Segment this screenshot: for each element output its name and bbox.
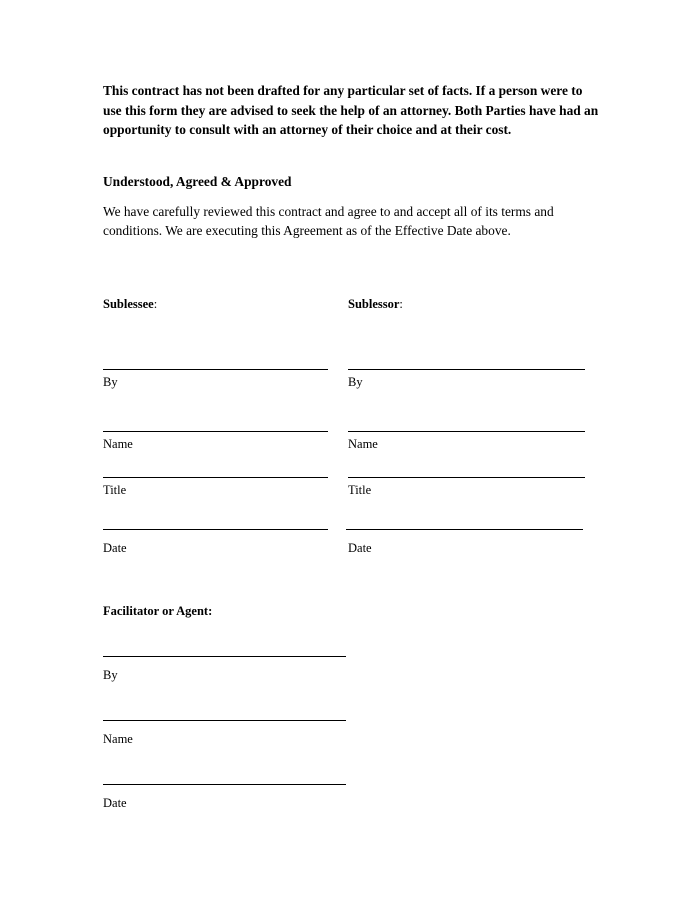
sublessor-name-label: Name <box>348 437 378 451</box>
sublessee-label-text: Sublessee <box>103 297 154 311</box>
facilitator-name-line[interactable] <box>103 720 346 721</box>
sublessee-title-line[interactable] <box>103 477 328 478</box>
approval-heading: Understood, Agreed & Approved <box>103 174 292 189</box>
sublessor-by-line[interactable] <box>348 369 585 370</box>
facilitator-label: Facilitator or Agent: <box>103 604 213 618</box>
facilitator-name-label: Name <box>103 732 133 746</box>
sublessee-name-label: Name <box>103 437 133 451</box>
sublessor-label-colon: : <box>399 297 403 311</box>
sublessee-date-label: Date <box>103 541 127 555</box>
sublessee-date-line[interactable] <box>103 529 328 530</box>
sublessee-title-label: Title <box>103 483 127 497</box>
disclaimer-paragraph: This contract has not been drafted for any particular set of facts. If a person were to use this form they are advised to seek the help of an attorney. Both Parties have had an opportunity to consult with an attorney of their choice and at their cost. <box>103 83 599 137</box>
sublessor-title-line[interactable] <box>348 477 585 478</box>
sublessee-by-line[interactable] <box>103 369 328 370</box>
facilitator-by-line[interactable] <box>103 656 346 657</box>
sublessor-title-label: Title <box>348 483 372 497</box>
approval-body: We have carefully reviewed this contract and agree to and accept all of its terms and conditions. We are executing this Agreement as of the Effective Date above. <box>103 204 554 238</box>
sublessee-label <box>103 296 157 312</box>
facilitator-date-label: Date <box>103 796 127 810</box>
sublessee-name-line[interactable] <box>103 431 328 432</box>
sublessor-date-line[interactable] <box>346 529 583 530</box>
sublessee-by-label: By <box>103 375 118 389</box>
facilitator-date-line[interactable] <box>103 784 346 785</box>
sublessor-by-label: By <box>348 375 363 389</box>
sublessee-label-colon: : <box>153 297 158 311</box>
sublessor-name-line[interactable] <box>348 431 585 432</box>
sublessor-label-text: Sublessor <box>348 297 400 311</box>
facilitator-by-label: By <box>103 668 118 682</box>
sublessor-date-label: Date <box>348 541 372 555</box>
sublessor-label <box>348 296 403 312</box>
